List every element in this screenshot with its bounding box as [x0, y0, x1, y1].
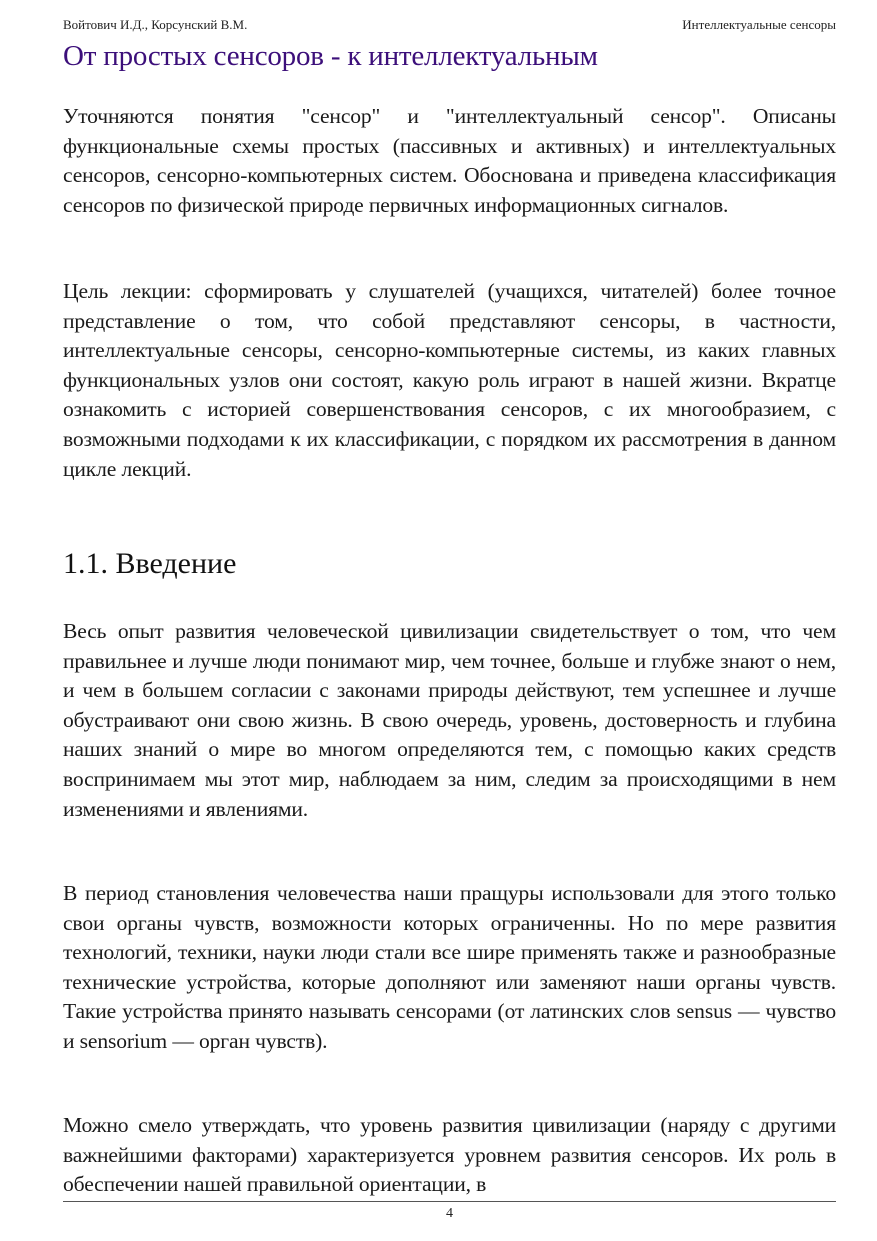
page-number: 4 — [446, 1206, 453, 1221]
document-page — [63, 0, 836, 1241]
body-paragraph-3: Можно смело утверждать, что уровень развития цивилизации (наряду с другими важнейшими факторами) характеризуется уровнем развития сенсоров. Их роль в обеспечении нашей правильной ориентации, в — [63, 1113, 836, 1197]
abstract-paragraph: Уточняются понятия "сенсор" и "интеллектуальный сенсор". Описаны функциональные схемы простых (пассивных и активных) и интеллектуальных сенсоров, сенсорно-компьютерных систем. Обоснована и приведена классификация сенсоров по физической природе первичных информационных сигналов. — [63, 104, 836, 217]
lecture-goal-paragraph: Цель лекции: сформировать у слушателей (учащихся, читателей) более точное представление о том, что собой представляют сенсоры, в частности, интеллектуальные сенсоры, сенсорно-компьютерные системы, из каких главных функциональных узлов они состоят, какую роль играют в нашей жизни. Вкратце ознакомить с историей совершенствования сенсоров, с их многообразием, с возможными подходами к их классификации, с порядком их рассмотрения в данном цикле лекций. — [63, 279, 836, 481]
footer-divider — [63, 1201, 836, 1202]
body-paragraph-1: Весь опыт развития человеческой цивилизации свидетельствует о том, что чем правильнее и лучше люди понимают мир, чем точнее, больше и глубже знают о нем, и чем в большем согласии с законами природы действуют, тем успешнее и лучше обустраивают они свою жизнь. В свою очередь, уровень, достоверность и глубина наших знаний о мире во многом определяются тем, с помощью каких средств воспринимаем мы этот мир, наблюдаем за ним, следим за происходящими в нем изменениями и явлениями. — [63, 619, 836, 821]
header-book-title: Интеллектуальные сенсоры — [682, 17, 836, 32]
section-heading: 1.1. Введение — [63, 547, 237, 580]
body-paragraph-2: В период становления человечества наши пращуры использовали для этого только свои органы чувств, возможности которых ограниченны. Но по мере развития технологий, техники, науки люди стали все шире применять также и разнообразные технические устройства, которые дополняют или заменяют наши органы чувств. Такие устройства принято называть сенсорами (от латинских слов sensus — чувство и sensorium — орган чувств). — [63, 881, 836, 1053]
chapter-title: От простых сенсоров - к интеллектуальным — [63, 40, 598, 72]
header-authors: Войтович И.Д., Корсунский В.М. — [63, 17, 248, 32]
